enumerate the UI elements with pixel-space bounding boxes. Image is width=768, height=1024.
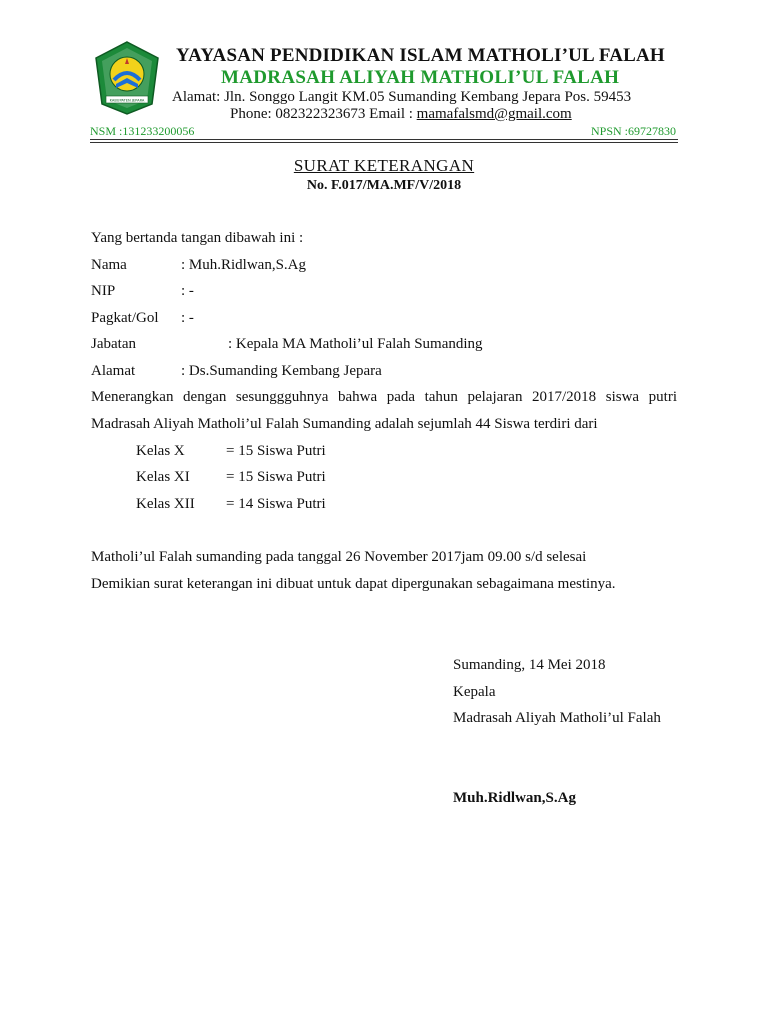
statement-line-2: Madrasah Aliyah Matholi’ul Falah Sumanding adalah sejumlah 44 Siswa terdiri dari	[91, 416, 598, 432]
class-name: Kelas X	[136, 443, 185, 459]
class-name: Kelas XII	[136, 496, 195, 512]
event-line: Matholi’ul Falah sumanding pada tanggal 26 November 2017jam 09.00 s/d selesai	[91, 549, 587, 565]
field-label-alamat: Alamat	[91, 363, 136, 379]
field-value-nip: : -	[181, 283, 194, 299]
class-name: Kelas XI	[136, 469, 190, 485]
class-count: = 14 Siswa Putri	[226, 496, 326, 512]
field-label-pangkat: Pagkat/Gol	[91, 310, 159, 326]
header-divider-thin	[90, 142, 678, 143]
signature-institution: Madrasah Aliyah Matholi’ul Falah	[453, 710, 661, 726]
signature-position: Kepala	[453, 684, 496, 700]
field-label-nip: NIP	[91, 283, 116, 299]
signature-place-date: Sumanding, 14 Mei 2018	[453, 657, 606, 673]
letter-title: SURAT KETERANGAN	[293, 156, 475, 175]
npsn-number: NPSN :69727830	[590, 124, 676, 138]
school-emblem-logo	[92, 40, 162, 116]
header-divider	[90, 139, 678, 140]
field-value-pangkat: : -	[181, 310, 194, 326]
nsm-number: NSM :131233200056	[90, 124, 195, 138]
statement-line-1: Menerangkan dengan sesunggguhnya bahwa pada tahun pelajaran 2017/2018 siswa putri	[91, 389, 677, 405]
class-count: = 15 Siswa Putri	[226, 443, 326, 459]
phone-text: Phone: 082322323673 Email :	[230, 106, 417, 122]
class-count: = 15 Siswa Putri	[226, 469, 326, 485]
contact-line	[230, 106, 572, 123]
school-address: Alamat: Jln. Songgo Langit KM.05 Sumanding Kembang Jepara Pos. 59453	[172, 89, 632, 105]
signature-name: Muh.Ridlwan,S.Ag	[453, 790, 576, 806]
intro-text: Yang bertanda tangan dibawah ini :	[91, 230, 304, 246]
email-link[interactable]: mamafalsmd@gmail.com	[416, 106, 572, 122]
field-label-nama: Nama	[91, 257, 127, 273]
field-label-jabatan: Jabatan	[91, 336, 136, 352]
logo-caption: KABUPATEN JEPARA	[109, 98, 145, 103]
closing-line: Demikian surat keterangan ini dibuat untuk dapat dipergunakan sebagaimana mestinya.	[91, 576, 616, 592]
field-value-alamat: : Ds.Sumanding Kembang Jepara	[181, 363, 382, 379]
letter-number: No. F.017/MA.MF/V/2018	[306, 178, 462, 193]
field-value-nama: : Muh.Ridlwan,S.Ag	[181, 257, 307, 273]
school-name: MADRASAH ALIYAH MATHOLI’UL FALAH	[221, 67, 620, 88]
foundation-name: YAYASAN PENDIDIKAN ISLAM MATHOLI’UL FALAH	[176, 45, 665, 66]
field-value-jabatan: : Kepala MA Matholi’ul Falah Sumanding	[228, 336, 483, 352]
